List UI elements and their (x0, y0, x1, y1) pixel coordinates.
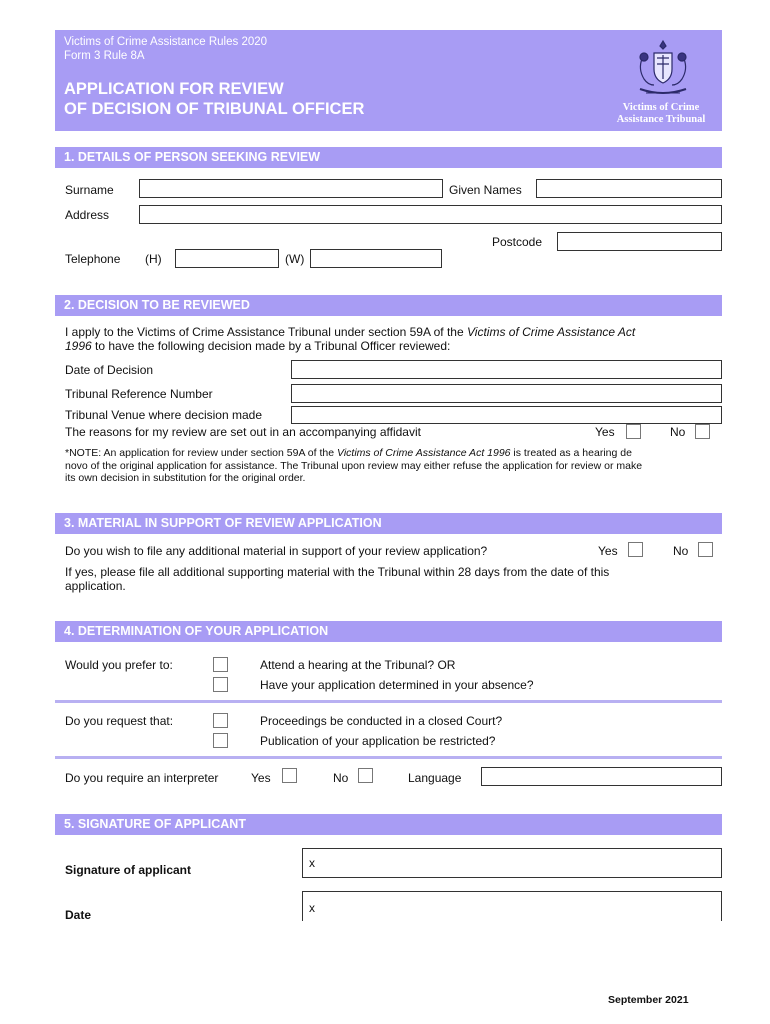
surname-label: Surname (65, 183, 114, 197)
section3-title: 3. MATERIAL IN SUPPORT OF REVIEW APPLICATION (64, 516, 382, 530)
closed-court-label: Proceedings be conducted in a closed Court? (260, 714, 503, 728)
surname-input[interactable] (139, 179, 443, 198)
restricted-publication-checkbox[interactable] (213, 733, 228, 748)
reference-number-input[interactable] (291, 384, 722, 403)
given-names-label: Given Names (449, 183, 522, 197)
affidavit-yes-checkbox[interactable] (626, 424, 641, 439)
telephone-home-input[interactable] (175, 249, 279, 268)
venue-input[interactable] (291, 406, 722, 424)
prefer-label: Would you prefer to: (65, 658, 173, 672)
signature-mark: x (309, 856, 315, 870)
request-label: Do you request that: (65, 714, 174, 728)
material-no-checkbox[interactable] (698, 542, 713, 557)
note-text-b: is treated as a hearing de (510, 447, 632, 459)
intro-act-name: Victims of Crime Assistance Act (467, 325, 636, 339)
telephone-label: Telephone (65, 252, 121, 266)
note-act-name: Victims of Crime Assistance Act 1996 (337, 447, 511, 459)
attend-hearing-label: Attend a hearing at the Tribunal? OR (260, 658, 456, 672)
section2-title: 2. DECISION TO BE REVIEWED (64, 298, 250, 312)
affidavit-no-checkbox[interactable] (695, 424, 710, 439)
given-names-input[interactable] (536, 179, 722, 198)
affidavit-yes-label: Yes (595, 425, 615, 439)
interpreter-label: Do you require an interpreter (65, 771, 219, 785)
intro-act-year: 1996 (65, 339, 92, 353)
intro-text-a: I apply to the Victims of Crime Assistance Tribunal under section 59A of the (65, 325, 467, 339)
interpreter-no-checkbox[interactable] (358, 768, 373, 783)
date-label: Date (65, 908, 92, 922)
footer-date: September 2021 (608, 994, 689, 1006)
restricted-publication-label: Publication of your application be restricted? (260, 734, 496, 748)
language-input[interactable] (481, 767, 722, 786)
form-title-line1: APPLICATION FOR REVIEW (64, 80, 284, 98)
coat-of-arms-logo (632, 37, 694, 101)
affidavit-label: The reasons for my review are set out in an accompanying affidavit (65, 425, 421, 439)
signature-box[interactable] (302, 848, 722, 878)
closed-court-checkbox[interactable] (213, 713, 228, 728)
instruction-line2: application. (65, 579, 126, 593)
signature-label: Signature of applicant (65, 863, 192, 877)
telephone-home-label: (H) (145, 252, 162, 266)
note-line3: its own decision in substitution for the original order. (65, 472, 306, 484)
attend-hearing-checkbox[interactable] (213, 657, 228, 672)
determine-absence-checkbox[interactable] (213, 677, 228, 692)
postcode-input[interactable] (557, 232, 722, 251)
date-mark: x (309, 901, 315, 915)
interpreter-yes-checkbox[interactable] (282, 768, 297, 783)
postcode-label: Postcode (492, 235, 543, 249)
affidavit-no-label: No (670, 425, 686, 439)
address-label: Address (65, 208, 110, 222)
material-instruction (65, 565, 720, 593)
determine-absence-label: Have your application determined in your absence? (260, 678, 534, 692)
interpreter-no-label: No (333, 771, 349, 785)
section5-title: 5. SIGNATURE OF APPLICANT (64, 817, 246, 831)
language-label: Language (408, 771, 462, 785)
logo-caption-line1: Victims of Crime (622, 102, 700, 113)
date-of-decision-label: Date of Decision (65, 363, 154, 377)
telephone-work-input[interactable] (310, 249, 442, 268)
intro-text-b: to have the following decision made by a Tribunal Officer reviewed: (91, 339, 451, 353)
instruction-line1: If yes, please file all additional supporting material with the Tribunal within 28 days from the date of this (65, 565, 610, 579)
logo-caption (600, 102, 722, 126)
telephone-work-label: (W) (285, 252, 305, 266)
form-title-line2: OF DECISION OF TRIBUNAL OFFICER (64, 100, 365, 118)
rules-reference: Victims of Crime Assistance Rules 2020 (64, 36, 268, 48)
date-box[interactable] (302, 891, 722, 921)
form-reference: Form 3 Rule 8A (64, 50, 145, 62)
interpreter-yes-label: Yes (251, 771, 271, 785)
logo-caption-line2: Assistance Tribunal (616, 114, 706, 125)
section1-title: 1. DETAILS OF PERSON SEEKING REVIEW (64, 150, 321, 164)
note-line2: novo of the original application for assistance. The Tribunal upon review may either refuse the application for review or make (65, 459, 643, 472)
material-yes-label: Yes (598, 544, 618, 558)
separator-2 (55, 756, 722, 759)
note-text-a: *NOTE: An application for review under section 59A of the (65, 447, 337, 459)
material-yes-checkbox[interactable] (628, 542, 643, 557)
review-note (65, 447, 725, 485)
address-input[interactable] (139, 205, 722, 224)
reference-number-label: Tribunal Reference Number (65, 387, 213, 401)
venue-label: Tribunal Venue where decision made (65, 408, 263, 422)
decision-intro (65, 325, 720, 353)
date-of-decision-input[interactable] (291, 360, 722, 379)
additional-material-question: Do you wish to file any additional material in support of your review application? (65, 544, 488, 558)
separator-1 (55, 700, 722, 703)
section4-title: 4. DETERMINATION OF YOUR APPLICATION (64, 624, 329, 638)
material-no-label: No (673, 544, 689, 558)
